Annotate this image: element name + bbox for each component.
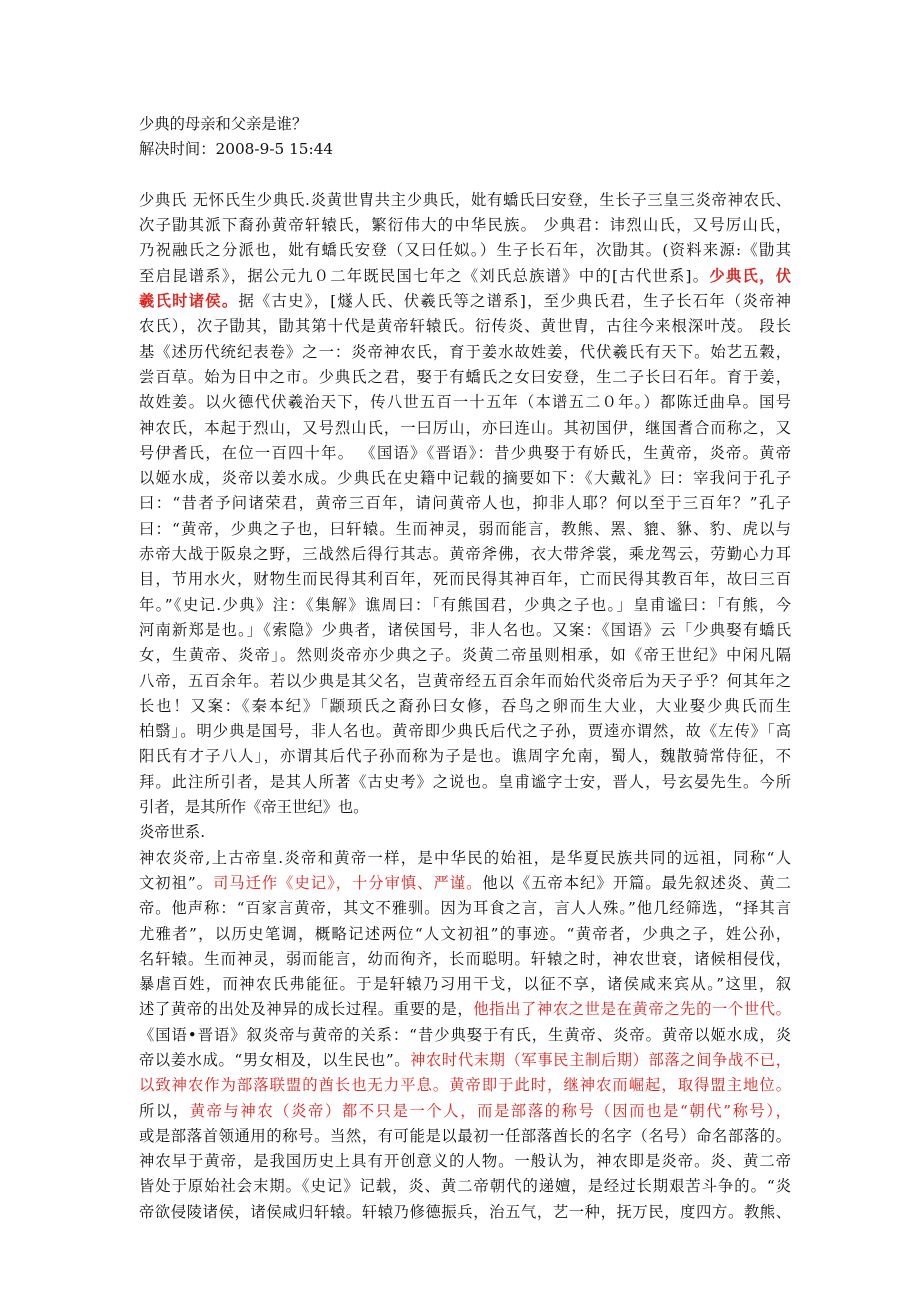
text-line: 尤雅者”，以历史笔调，概略记述两位“人文初祖”的事迹。“黄帝者，少典之子，姓公孙， [139, 924, 791, 943]
text-span: 所以， [139, 1101, 190, 1120]
text-line: 河南新郑是也。」《索隐》少典者，诸侯国号，非人名也。又案：《国语》云「少典娶有蟜氏 [139, 620, 791, 639]
text-line: 目，节用水火，财物生而民得其利百年，死而民得其神百年，亡而民得其教百年，故曰三百 [139, 570, 791, 589]
question-title: 少典的母亲和父亲是谁？ [139, 115, 308, 133]
blank-line [139, 163, 791, 188]
answer-paragraph-1 [139, 188, 791, 820]
text-line: 故姓姜。以火德代伏羲治天下，传八世五百一十五年（本谱五二０年。）都陈迁曲阜。国号 [139, 393, 791, 412]
text-line: 或是部落首领通用的称号。当然，有可能是以最初一任部落酋长的名字（名号）命名部落的。 [139, 1126, 791, 1145]
text-span: 他以《五帝本纪》开篇。最先叙述炎、黄二 [482, 873, 791, 892]
text-line: 少典氏 无怀氏生少典氏.炎黄世胄共主少典氏，妣有蟜氏曰安登，生长子三皇三炎帝神农氏、 [139, 190, 791, 209]
text-line: 基《述历代统纪表卷》之一：炎帝神农氏，育于姜水故姓姜，代伏羲氏有天下。始艺五穀， [139, 342, 791, 361]
text-span: 至启昆谱系》，据公元九０二年既民国七年之《刘氏总族谱》中的[古代世系]。 [139, 266, 710, 285]
text-line: 次子勖其派下裔孙黄帝轩辕氏，繁衍伟大的中华民族。 少典君：讳烈山氏，又号厉山氏， [139, 216, 791, 235]
text-line: 赤帝大战于阪泉之野，三战然后得行其志。黄帝斧佛，衣大带斧裳，乘龙驾云，劳勤心力耳 [139, 545, 791, 564]
text-line: 农氏），次子勖其，勖其第十代是黄帝轩辕氏。衍传炎、黄世胄，古往今来根深叶茂。 段长 [139, 317, 791, 336]
text-line: 尝百草。始为日中之市。少典氏之君，娶于有蟜氏之女曰安登，生二子长曰石年。育于姜， [139, 367, 791, 386]
red-highlight: 羲氏时诸侯。 [139, 292, 239, 311]
text-line [139, 871, 791, 896]
text-line [139, 289, 791, 314]
text-line: 年。”《史记.少典》注：《集解》谯周曰：「有熊国君，少典之子也。」皇甫谧曰：「有熊，今 [139, 595, 791, 614]
text-line: 柏翳」。明少典是国号，非人名也。黄帝即少典氏后代之子孙，贾逵亦谓然，故《左传》「高 [139, 722, 791, 741]
text-line: 女，生黄帝、炎帝」。然则炎帝亦少典之子。炎黄二帝虽则相承，如《帝王世纪》中闲凡隔 [139, 646, 791, 665]
section-heading: 炎帝世系. [139, 823, 206, 842]
text-span: 据《古史》，[燧人氏、伏羲氏等之谱系]，至少典氏君，生子长石年（炎帝神 [238, 292, 791, 311]
red-highlight-line: 以致神农作为部落联盟的酋长也无力平息。黄帝即于此时，继神农而崛起，取得盟主地位。 [139, 1076, 791, 1095]
text-line: 神农炎帝,上古帝皇.炎帝和黄帝一样，是中华民的始祖，是华夏民族共同的远祖，同称“人 [139, 848, 791, 867]
text-line: 长也！又案：《秦本纪》「颛顼氏之裔孙曰女修，吞鸟之卵而生大业，大业娶少典氏而生 [139, 696, 791, 715]
text-line: 《国语•晋语》叙炎帝与黄帝的关系：“昔少典娶于有氏，生黄帝、炎帝。黄帝以姬水成，炎 [139, 1025, 791, 1044]
red-highlight: 司马迁作《史记》，十分审慎、严谨。 [213, 873, 483, 892]
text-line: 八帝，五百余年。若以少典是其父名，岂黄帝经五百余年而始代炎帝后为天子乎？何其年之 [139, 671, 791, 690]
text-span: 帝以姜水成。“男女相及，以生民也”。 [139, 1050, 411, 1069]
answer-paragraph-2 [139, 846, 791, 1225]
text-line [139, 1048, 791, 1073]
text-line: 名轩辕。生而神灵，弱而能言，幼而徇齐，长而聪明。轩辕之时，神农世衰，诸候相侵伐， [139, 949, 791, 968]
red-highlight: 他指出了神农之世是在黄帝之先的一个世代。 [473, 1000, 791, 1019]
resolved-time: 解决时间：2008-9-5 15:44 [139, 140, 334, 159]
text-line: 神农氏，本起于烈山，又号烈山氏，一曰厉山，亦曰连山。其初国伊，继国耆合而称之，又 [139, 418, 791, 437]
text-line [139, 1099, 791, 1124]
text-line: 神农早于黄帝，是我国历史上具有开创意义的人物。一般认为，神农即是炎帝。炎、黄二帝 [139, 1152, 791, 1171]
text-span: 述了黄帝的出处及神异的成长过程。重要的是， [139, 1000, 474, 1019]
text-line: 乃祝融氏之分派也，妣有蟜氏安登（又曰任姒。）生子长石年，次勖其。(资料来源:《勖其 [139, 241, 791, 260]
text-span: 文初祖”。 [139, 873, 213, 892]
text-line: 拜。此注所引者，是其人所著《古史考》之说也。皇甫谧字士安，晋人，号玄晏先生。今所 [139, 772, 791, 791]
text-line: 暴虐百姓，而神农氏弗能征。于是轩辕乃习用干戈，以征不享，诸侯咸来宾从。”这里，叙 [139, 975, 791, 994]
text-line: 以姬水成，炎帝以姜水成。少典氏在史籍中记载的摘要如下：《大戴礼》曰：宰我问于孔子 [139, 469, 791, 488]
text-line: 号伊耆氏，在位一百四十年。 《国语》《晋语》：昔少典娶于有娇氏，生黄帝，炎帝。黄帝 [139, 443, 791, 462]
text-line: 引者，是其所作《帝王世纪》也。 [139, 798, 369, 817]
text-line: 曰：“昔者予问诸荣君，黄帝三百年，请问黄帝人也，抑非人耶？何以至于三百年？”孔子 [139, 494, 791, 513]
document-page [139, 112, 791, 1225]
red-highlight: 神农时代末期（军事民主制后期）部落之间争战不已， [410, 1050, 791, 1069]
text-line: 皆处于原始社会末期。《史记》记载，炎、黄二帝朝代的递嬗，是经过长期艰苦斗争的。“炎 [139, 1177, 791, 1196]
text-line: 曰：“黄帝，少典之子也，曰轩辕。生而神灵，弱而能言，教熊、罴、貔、貅、豹、虎以与 [139, 519, 791, 538]
text-line: 帝欲侵陵诸侯，诸侯咸归轩辕。轩辕乃修德振兵，治五气，艺一种，抚万民，度四方。教熊、 [139, 1202, 791, 1221]
text-line: 阳氏有才子八人」，亦谓其后代子孙而称为子是也。谯周字允南，蜀人，魏散骑常侍征，不 [139, 747, 791, 766]
text-line: 帝。他声称：“百家言黄帝，其文不雅驯。因为耳食之言，言人人殊。”他几经筛选，“择其言 [139, 899, 791, 918]
red-highlight: 黄帝与神农（炎帝）都不只是一个人，而是部落的称号（因而也是“朝代”称号）， [189, 1101, 791, 1120]
text-line [139, 997, 791, 1022]
text-line [139, 264, 791, 289]
red-highlight: 少典氏，伏 [709, 266, 791, 285]
